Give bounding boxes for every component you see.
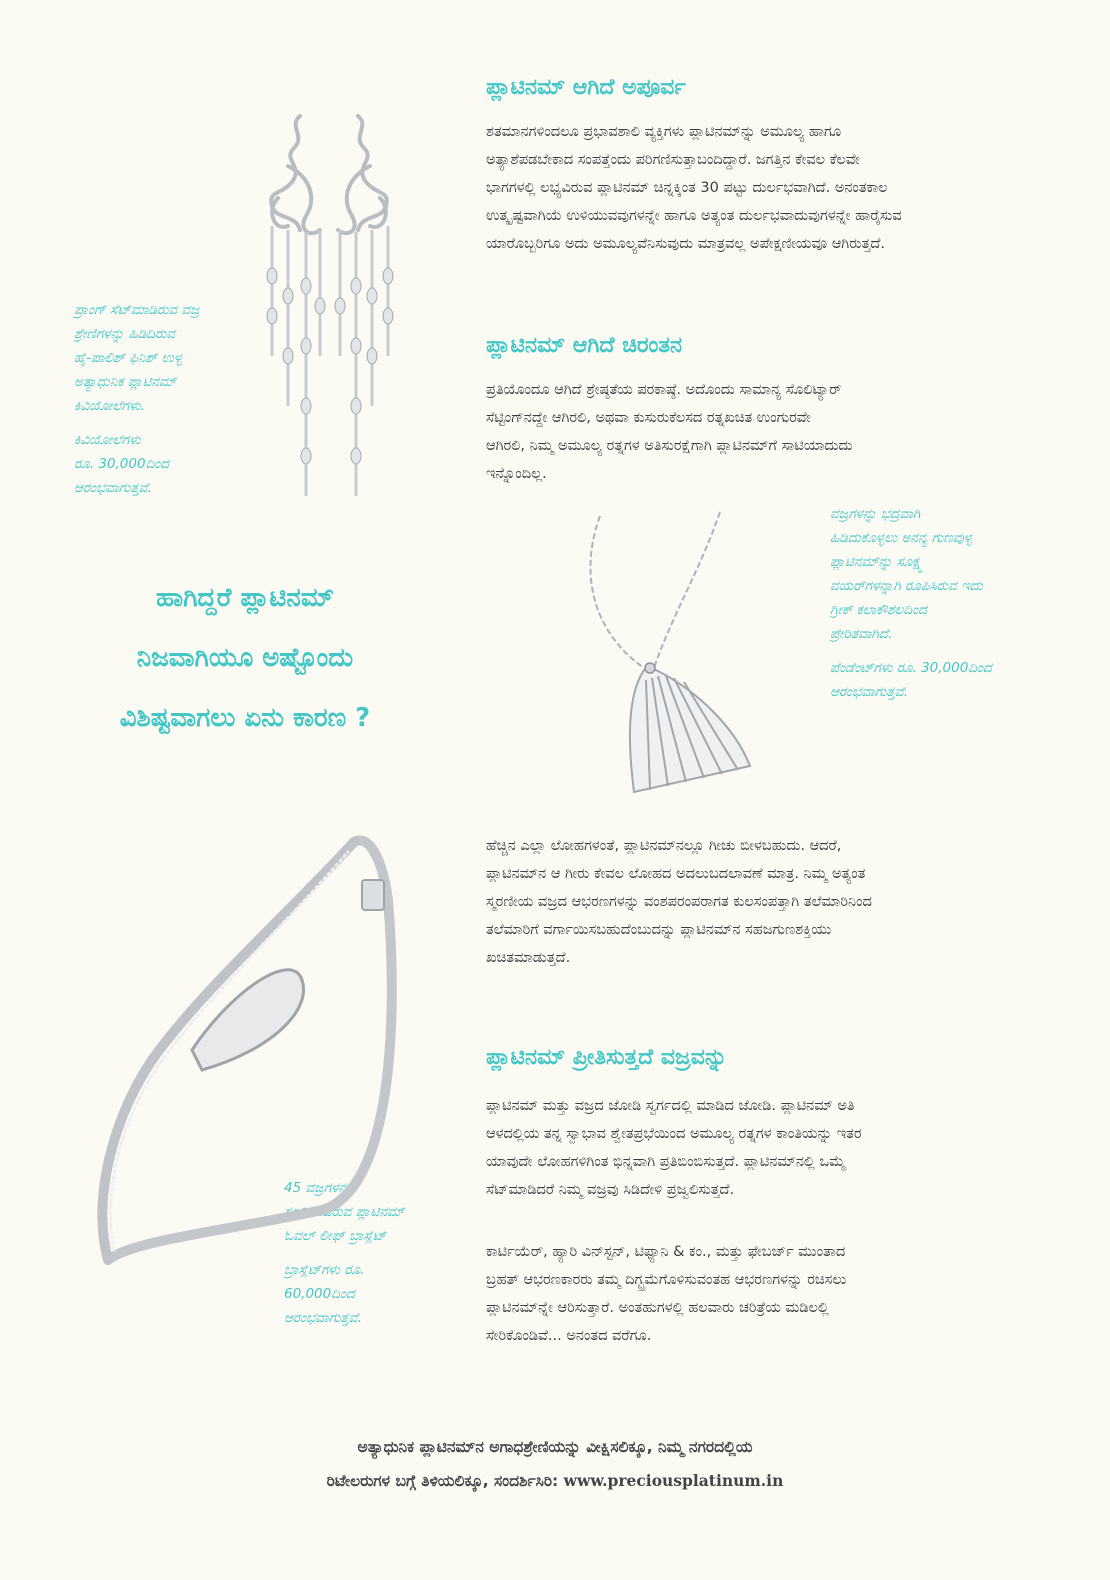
caption-price-line: ಆರಂಭವಾಗುತ್ತವೆ.	[284, 1310, 363, 1326]
earring-diamond	[301, 398, 311, 414]
earring-diamond	[351, 338, 361, 354]
earring-scroll	[288, 166, 320, 233]
question-line: ವಿಶಿಷ್ಟವಾಗಲು ಏನು ಕಾರಣ ?	[119, 703, 371, 733]
earring-diamond	[335, 298, 345, 314]
caption-pendant	[830, 502, 1070, 704]
pendant-chain	[654, 512, 720, 668]
earring-diamond	[367, 288, 377, 304]
caption-line: ಪ್ರೇರಿತವಾಗಿದೆ.	[830, 626, 893, 642]
footer-line-2	[150, 1464, 960, 1498]
earring-diamond	[383, 308, 393, 324]
caption-earrings	[74, 298, 274, 500]
text-line: ತಲೆಮಾರಿಗೆ ವರ್ಗಾಯಿಸಬಹುದೆಂಬುದನ್ನು ಪ್ಲಾಟಿನಮ್‌ನ ಸಹಜಗುಣಶಕ್ತಿಯು	[486, 922, 832, 938]
heading-diamond: ಪ್ಲಾಟಿನಮ್ ಪ್ರೀತಿಸುತ್ತದೆ ವಜ್ರವನ್ನು	[486, 1045, 728, 1070]
text-line: ಆಳದಲ್ಲಿಯ ತನ್ನ ಸ್ವಾಭಾವ ಶ್ವೇತಪ್ರಭೆಯಿಂದ ಅಮೂಲ್ಯ ರತ್ನಗಳ ಕಾಂತಿಯನ್ನು ಇತರ	[486, 1126, 862, 1142]
text-line: ಅತ್ಯಾಶೆಪಡಬೇಕಾದ ಸಂಪತ್ತೆಂದು ಪರಿಗಣಿಸುತ್ತಾಬಂದಿದ್ದಾರೆ. ಜಗತ್ತಿನ ಕೇವಲ ಕೆಲವೇ	[486, 152, 860, 168]
text-line: ಸೇರಿಕೊಂಡಿವೆ... ಅನಂತದ ವರೆಗೂ.	[486, 1328, 652, 1344]
text-line: ಬ್ರಹತ್ ಆಭರಣಕಾರರು ತಮ್ಮ ದಿಗ್ಭ್ರಮೆಗೊಳಿಸುವಂತಹ ಆಭರಣಗಳನ್ನು ರಚಿಸಲು	[486, 1272, 847, 1288]
website-link[interactable]: www.preciousplatinum.in	[563, 1471, 784, 1490]
text-line: ಪ್ಲಾಟಿನಮ್ ಮತ್ತು ವಜ್ರದ ಜೋಡಿ ಸ್ವರ್ಗದಲ್ಲಿ ಮಾಡಿದ ಜೋಡಿ. ಪ್ಲಾಟಿನಮ್ ಅತಿ	[486, 1098, 855, 1114]
question-line: ಹಾಗಿದ್ದರೆ ಪ್ಲಾಟಿನಮ್	[156, 583, 334, 613]
paragraph-apurva	[486, 118, 902, 258]
earring-diamond	[315, 298, 325, 314]
caption-price-line: ಆರಂಭವಾಗುತ್ತವೆ.	[830, 684, 909, 700]
caption-line: ಹೈ-ಪಾಲಿಶ್ ಫಿನಿಶ್ ಉಳ್ಳ	[74, 350, 183, 366]
caption-line: ಓವಲ್ ಲೀಫ್ ಬ್ರಾಸ್ಲೆಟ್	[284, 1228, 387, 1244]
caption-line: ವಜ್ರಗಳನ್ನು ಭದ್ರವಾಗಿ	[830, 506, 921, 522]
pendant-bail	[645, 663, 655, 673]
earring-diamond	[367, 348, 377, 364]
text-line: ಹೆಚ್ಚಿನ ಎಲ್ಲಾ ಲೋಹಗಳಂತೆ, ಪ್ಲಾಟಿನಮ್‌ನಲ್ಲೂ ಗೀಚು ಬೀಳಬಹುದು. ಆದರೆ,	[486, 838, 842, 854]
earring-diamond	[267, 268, 277, 284]
text-line: ಖಚಿತಮಾಡುತ್ತದೆ.	[486, 950, 571, 966]
earring-scroll	[338, 166, 370, 233]
paragraph-scratch	[486, 832, 872, 972]
text-line: ಭಾಗಗಳಲ್ಲಿ ಲಭ್ಯವಿರುವ ಪ್ಲಾಟಿನಮ್ ಚಿನ್ನಕ್ಕಿಂತ 30 ಪಟ್ಟು ದುರ್ಲಭವಾಗಿದೆ. ಅನಂತಕಾಲ	[486, 180, 888, 196]
caption-line: ಶ್ರೇಣಿಗಳನ್ನು ಹಿಡಿದಿರುವ	[74, 326, 176, 342]
earring-diamond	[351, 398, 361, 414]
earring-diamond	[301, 278, 311, 294]
earring-diamond	[283, 288, 293, 304]
caption-line: ಗ್ರೀಕ್ ಕಲಾಕೌಶಲದಿಂದ	[830, 602, 927, 618]
paragraph-chirantana	[486, 376, 852, 488]
earring-diamond	[283, 348, 293, 364]
footer-line-2-text: ರಿಟೇಲರುಗಳ ಬಗ್ಗೆ ತಿಳಿಯಲಿಕ್ಕೂ, ಸಂದರ್ಶಿಸಿರಿ:	[326, 1472, 564, 1490]
feature-question	[60, 568, 430, 748]
text-line: ಕಾರ್ಟಿಯೆರ್, ಹ್ಯಾರಿ ವಿನ್‌ಸ್ಟನ್, ಟಿಫ್ಯಾನಿ & ಕಂ., ಮತ್ತು ಫೇಬರ್ಜ್ ಮುಂತಾದ	[486, 1244, 846, 1260]
caption-price-line: ಆರಂಭವಾಗುತ್ತವೆ.	[74, 480, 153, 496]
earring-diamond	[383, 268, 393, 284]
text-line: ಆಗಿರಲಿ, ನಿಮ್ಮ ಅಮೂಲ್ಯ ರತ್ನಗಳ ಅತಿಸುರಕ್ಷೆಗಾಗಿ ಪ್ಲಾಟಿನಮ್‌ಗೆ ಸಾಟಿಯಾದುದು	[486, 438, 853, 454]
bracelet-image	[92, 820, 422, 1280]
earring-diamond	[301, 448, 311, 464]
text-line: ಸೆಟ್ಟಿಂಗ್‌ನದ್ದೇ ಆಗಿರಲಿ, ಅಥವಾ ಕುಸುರುಕೆಲಸದ ರತ್ನಖಚಿತ ಉಂಗುರವೇ	[486, 410, 811, 426]
earring-diamond	[301, 338, 311, 354]
text-line: ಉತ್ಕೃಷ್ಟವಾಗಿಯೆ ಉಳಿಯುವವುಗಳನ್ನೇ ಹಾಗೂ ಅತ್ಯಂತ ದುರ್ಲಭವಾದುವುಗಳನ್ನೇ ಹಾರೈಸುವ	[486, 208, 902, 224]
earring-diamond	[351, 278, 361, 294]
text-line: ಶತಮಾನಗಳಿಂದಲೂ ಪ್ರಭಾವಶಾಲಿ ವ್ಯಕ್ತಿಗಳು ಪ್ಲಾಟಿನಮ್‌ನ್ನು ಅಮೂಲ್ಯ ಹಾಗೂ	[486, 124, 842, 140]
pendant-image	[560, 510, 780, 810]
pendant-chain	[590, 516, 644, 668]
footer-line-1: ಅತ್ಯಾಧುನಿಕ ಪ್ಲಾಟಿನಮ್‌ನ ಅಗಾಧಶ್ರೇಣಿಯನ್ನು ವೀಕ್ಷಿಸಲಿಕ್ಕೂ, ನಿಮ್ಮ ನಗರದಲ್ಲಿಯ	[357, 1438, 753, 1456]
caption-line: ಪ್ಲಾಟಿನಮ್‌ನ್ನು ಸೂಕ್ಷ್ಮ	[830, 554, 923, 570]
caption-price-line: 60,000ದಿಂದ	[284, 1286, 355, 1302]
caption-price-line: ಬ್ರಾಸ್ಲೆಟ್‌ಗಳು ರೂ.	[284, 1262, 365, 1278]
bracelet-clasp	[362, 880, 384, 910]
paragraph-diamond	[486, 1092, 862, 1204]
caption-line: ಕಿವಿಯೋಲೆಗಳು.	[74, 398, 145, 414]
earrings-image	[248, 106, 418, 506]
pendant-fan	[630, 663, 750, 792]
caption-line: ಸ್ಟಡ್‌ಮಾಡಿರುವ ಪ್ಲಾಟಿನಮ್	[284, 1204, 405, 1220]
earring-diamond	[351, 448, 361, 464]
heading-apurva: ಪ್ಲಾಟಿನಮ್ ಆಗಿದೆ ಅಪೂರ್ವ	[486, 75, 686, 100]
text-line: ಪ್ಲಾಟಿನಮ್‌ನ್ನೇ ಆರಿಸುತ್ತಾರೆ. ಅಂತಹುಗಳಲ್ಲಿ ಹಲವಾರು ಚರಿತ್ರೆಯ ಮಡಿಲಲ್ಲಿ	[486, 1300, 829, 1316]
caption-line: 45 ವಜ್ರಗಳನ್ನು	[284, 1180, 353, 1196]
caption-line: ಅತ್ಯಾಧುನಿಕ ಪ್ಲಾಟಿನಮ್	[74, 374, 177, 390]
text-line: ಪ್ಲಾಟಿನಮ್‌ನ ಆ ಗೀರು ಕೇವಲ ಲೋಹದ ಅದಲುಬದಲಾವಣೆ ಮಾತ್ರ. ನಿಮ್ಮ ಅತ್ಯಂತ	[486, 866, 866, 882]
caption-line: ಪ್ರಾಂಗ್ ಸೆಟ್‌ಮಾಡಿರುವ ವಜ್ರ	[74, 302, 200, 318]
caption-line: ವಯರ್‌ಗಳನ್ನಾಗಿ ರೂಪಿಸಿರುವ ಇದು	[830, 578, 983, 594]
caption-price-line: ಪೆಂಡೆಂಟ್‌ಗಳು ರೂ. 30,000ದಿಂದ	[830, 660, 992, 676]
text-line: ಇನ್ನೊಂದಿಲ್ಲ.	[486, 466, 547, 482]
text-line: ಪ್ರತಿಯೊಂದೂ ಆಗಿದೆ ಶ್ರೇಷ್ಠತೆಯ ಪರಕಾಷ್ಠೆ. ಅದೊಂದು ಸಾಮಾನ್ಯ ಸೊಲಿಟ್ಯಾರ್	[486, 382, 842, 398]
text-line: ಯಾವುದೇ ಲೋಹಗಳಿಗಿಂತ ಭಿನ್ನವಾಗಿ ಪ್ರತಿಬಿಂಬಿಸುತ್ತದೆ. ಪ್ಲಾಟಿನಮ್‌ನಲ್ಲಿ ಒಮ್ಮೆ	[486, 1154, 846, 1170]
footer	[150, 1430, 960, 1498]
text-line: ಸ್ಮರಣೀಯ ವಜ್ರದ ಆಭರಣಗಳನ್ನು ವಂಶಪರಂಪರಾಗತ ಕುಲಸಂಪತ್ತಾಗಿ ತಲೆಮಾರಿನಿಂದ	[486, 894, 872, 910]
heading-chirantana: ಪ್ಲಾಟಿನಮ್ ಆಗಿದೆ ಚಿರಂತನ	[486, 333, 683, 358]
question-line: ನಿಜವಾಗಿಯೂ ಅಷ್ಟೊಂದು	[136, 643, 354, 673]
caption-price-line: ರೂ. 30,000ದಿಂದ	[74, 456, 169, 472]
text-line: ಸೆಟ್‌ಮಾಡಿದರೆ ನಿಮ್ಮ ವಜ್ರವು ಸಿಡಿದೇಳಿ ಪ್ರಜ್ವಲಿಸುತ್ತದೆ.	[486, 1182, 735, 1198]
caption-line: ಹಿಡಿದುಕೊಳ್ಳಲು ಅನನ್ಯ ಗುಣವುಳ್ಳ	[830, 530, 972, 546]
text-line: ಯಾರೊಬ್ಬರಿಗೂ ಅದು ಅಮೂಲ್ಯವೆನಿಸುವುದು ಮಾತ್ರವಲ್ಲ ಅಪೇಕ್ಷಣೀಯವೂ ಆಗಿರುತ್ತದೆ.	[486, 236, 885, 252]
earring-diamond	[267, 308, 277, 324]
paragraph-jewellers	[486, 1238, 846, 1350]
caption-price-line: ಕಿವಿಯೋಲೆಗಳು	[74, 432, 141, 448]
